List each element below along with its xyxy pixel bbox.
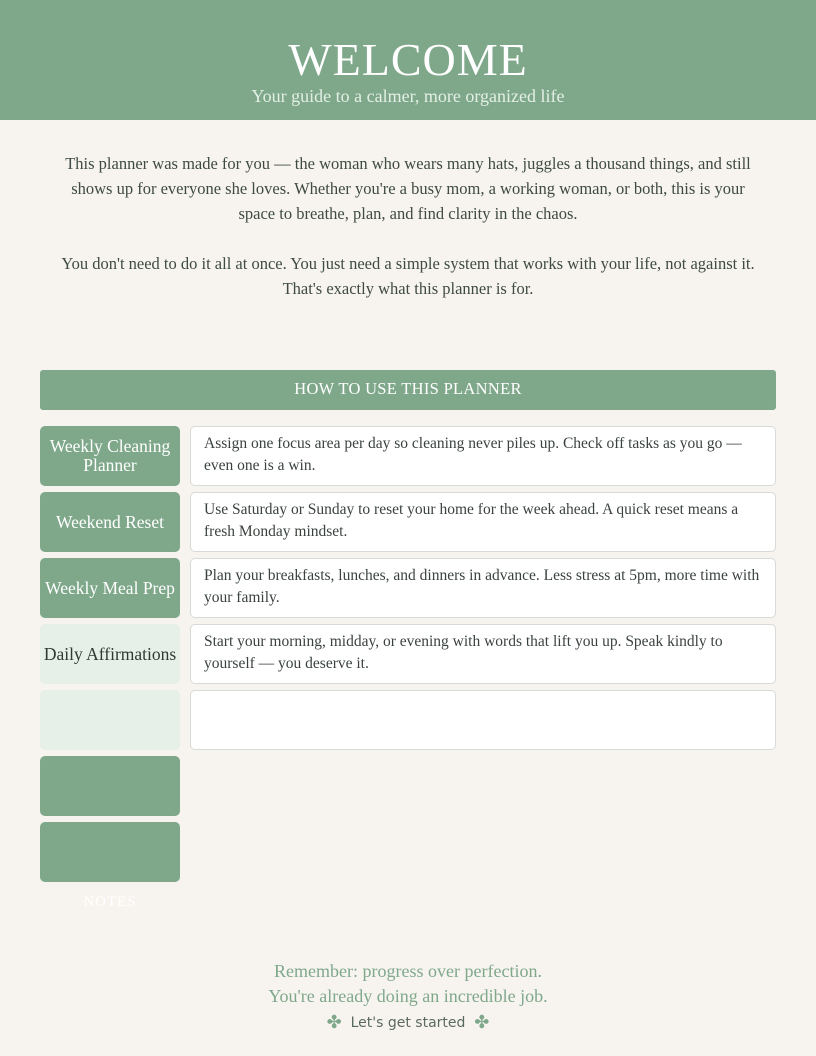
section-label-meal-prep: Weekly Meal Prep — [40, 558, 180, 618]
page-title: WELCOME — [288, 34, 528, 85]
notes-label: NOTES — [83, 894, 137, 910]
section-label-empty — [40, 690, 180, 750]
how-to-heading: HOW TO USE THIS PLANNER — [40, 370, 776, 410]
page-subtitle: Your guide to a calmer, more organized life — [251, 86, 565, 106]
section-row-blank-1 — [40, 756, 776, 816]
section-label-weekend-reset: Weekend Reset — [40, 492, 180, 552]
closing-line-1: Remember: progress over perfection. — [274, 961, 542, 981]
header-banner — [0, 0, 816, 120]
section-desc-empty — [190, 690, 776, 750]
section-row-empty — [40, 690, 776, 750]
section-desc-cleaning: Assign one focus area per day so cleaning never piles up. Check off tasks as you go — even one is a win. — [190, 426, 776, 486]
blank-label-block — [40, 756, 180, 816]
clover-icon: ✤ — [326, 1012, 342, 1033]
section-row-affirmations — [40, 624, 776, 684]
section-desc-affirmations: Start your morning, midday, or evening with words that lift you up. Speak kindly to yourself — you deserve it. — [190, 624, 776, 684]
intro-paragraph-1: This planner was made for you — the woman who wears many hats, juggles a thousand things, and still shows up for everyone she loves. Whether you're a busy mom, a working woman, or both, this is your space to breathe, plan, and find clarity in the chaos. — [65, 154, 751, 223]
blank-label-block — [40, 822, 180, 882]
section-row-cleaning — [40, 426, 776, 486]
get-started-text: Let's get started — [350, 1015, 466, 1031]
get-started-line — [0, 1011, 816, 1035]
intro-paragraph-2: You don't need to do it all at once. You just need a simple system that works with your life, not against it. That's exactly what this planner is for. — [61, 254, 755, 298]
section-row-weekend-reset — [40, 492, 776, 552]
section-row-meal-prep — [40, 558, 776, 618]
clover-icon: ✤ — [474, 1012, 490, 1033]
section-desc-weekend-reset: Use Saturday or Sunday to reset your home for the week ahead. A quick reset means a fresh Monday mindset. — [190, 492, 776, 552]
section-label-cleaning: Weekly Cleaning Planner — [40, 426, 180, 486]
closing-line-2: You're already doing an incredible job. — [268, 986, 548, 1006]
section-desc-meal-prep: Plan your breakfasts, lunches, and dinners in advance. Less stress at 5pm, more time with your family. — [190, 558, 776, 618]
section-label-affirmations: Daily Affirmations — [40, 624, 180, 684]
section-row-blank-2 — [40, 822, 776, 882]
